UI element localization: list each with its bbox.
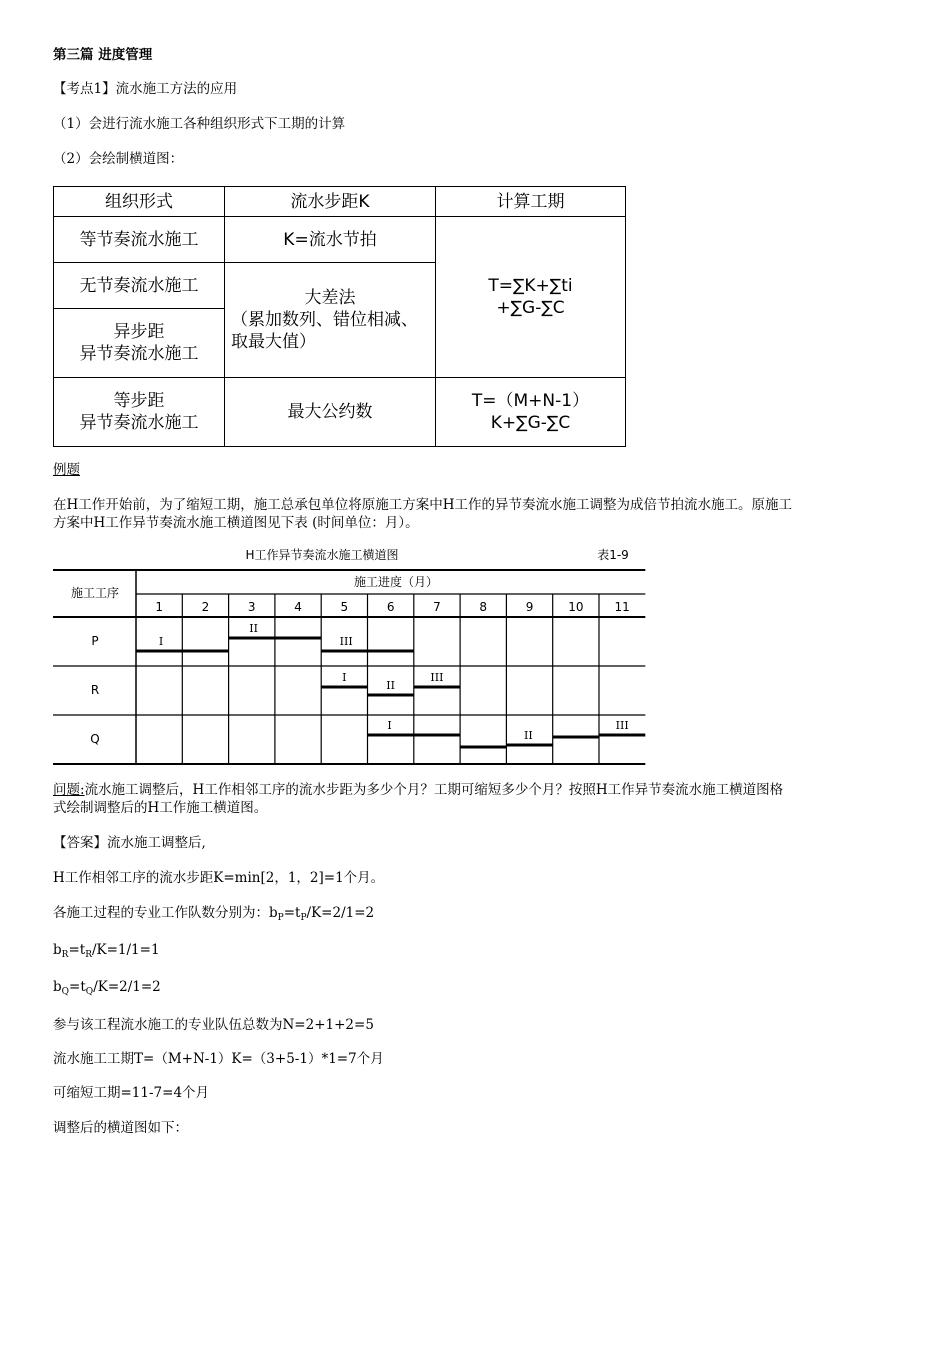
month-label: 8 — [479, 600, 488, 614]
question-text-1: 流水施工调整后，H工作相邻工序的流水步距为多少个月？工期可缩短多少个月？按照H工作异节奏流水施工横道图格 — [84, 782, 784, 798]
formula2-line1: T=（M+N-1） — [471, 391, 590, 411]
cell-k-equals-beat: K=流水节拍 — [225, 217, 436, 263]
gantt-bar-label: III — [339, 635, 353, 648]
month-label: 10 — [568, 600, 584, 614]
equal-step-line2: 异节奏流水施工 — [79, 413, 199, 433]
ans3-sub2: R — [85, 950, 92, 960]
cell-duration-formula-1 — [436, 217, 626, 378]
answer-heading: 【答案】流水施工调整后, — [53, 835, 206, 851]
requirement-1: （1）会进行流水施工各种组织形式下工期的计算 — [53, 116, 346, 132]
formula1-line1: T=∑K+∑ti — [488, 276, 573, 296]
equal-step-line1: 等步距 — [113, 391, 165, 411]
month-label: 7 — [433, 600, 441, 614]
answer-teams-p — [53, 904, 374, 927]
requirement-2: （2）会绘制横道图： — [53, 151, 184, 167]
question-line1 — [53, 781, 783, 799]
cell-gcd: 最大公约数 — [225, 378, 436, 447]
row-name: R — [90, 683, 100, 697]
ans4-sub1: Q — [61, 987, 70, 997]
ans2-pre: 各施工过程的专业工作队数分别为：b — [53, 905, 278, 921]
month-label: 2 — [201, 600, 210, 614]
diff-step-line2: 异节奏流水施工 — [79, 344, 199, 364]
gantt-bar-label: I — [342, 671, 347, 684]
ans2-sub1: P — [277, 913, 284, 923]
gantt-bar-label: I — [387, 719, 392, 732]
organization-form-table — [53, 186, 626, 447]
question-label: 问题: — [53, 782, 85, 798]
ans4-post: /K=2/1=2 — [93, 979, 161, 995]
month-label: 5 — [340, 600, 349, 614]
cell-diff-step — [54, 309, 225, 378]
row-name: Q — [90, 732, 100, 746]
big-diff-line3: 取最大值） — [231, 332, 316, 352]
big-diff-line1: 大差法 — [304, 288, 356, 308]
gantt-bar-label: II — [524, 729, 533, 742]
gantt-bar-label: III — [615, 719, 629, 732]
month-label: 4 — [294, 600, 302, 614]
col-group-header: 施工进度（月） — [353, 575, 439, 589]
cell-no-rhythm: 无节奏流水施工 — [54, 263, 225, 309]
gantt-bar-label: I — [158, 635, 164, 648]
answer-teams-q — [53, 978, 161, 1001]
section-heading: 第三篇 进度管理 — [53, 47, 153, 63]
answer-duration: 流水施工工期T=（M+N-1）K=（3+5-1）*1=7个月 — [53, 1051, 384, 1067]
header-duration: 计算工期 — [436, 187, 626, 217]
month-label: 6 — [386, 600, 395, 614]
ans2-mid: =t — [283, 905, 301, 921]
ans2-post: /K=2/1=2 — [306, 905, 375, 921]
answer-shortened: 可缩短工期=11-7=4个月 — [53, 1085, 210, 1101]
ans3-post: /K=1/1=1 — [91, 942, 160, 958]
month-label: 11 — [614, 600, 630, 614]
ans4-pre: b — [53, 979, 62, 995]
answer-teams-r — [53, 941, 160, 964]
gantt-chart — [53, 545, 655, 767]
chart-table-number: 表1-9 — [597, 548, 629, 562]
cell-big-difference — [225, 263, 436, 378]
ans2-sub2: P — [300, 913, 307, 923]
cell-equal-step — [54, 378, 225, 447]
ans4-mid: =t — [69, 979, 86, 995]
month-label: 9 — [525, 600, 534, 614]
row-header-label: 施工工序 — [70, 586, 120, 600]
answer-total-teams: 参与该工程流水施工的专业队伍总数为N=2+1+2=5 — [53, 1017, 374, 1033]
header-step: 流水步距K — [225, 187, 436, 217]
chart-bars — [136, 622, 645, 747]
answer-step: H工作相邻工序的流水步距K=min[2，1，2]=1个月。 — [53, 870, 385, 886]
ans3-mid: =t — [68, 942, 86, 958]
example-text-line2: 方案中H工作异节奏流水施工横道图见下表 (时间单位：月）。 — [53, 515, 419, 531]
row-names — [90, 634, 99, 746]
month-label: 1 — [155, 600, 163, 614]
gantt-bar-label: II — [386, 679, 396, 692]
cell-duration-formula-2 — [436, 378, 626, 447]
ans3-sub1: R — [61, 950, 69, 960]
month-labels — [155, 600, 629, 614]
kaodian-title: 【考点1】流水施工方法的应用 — [53, 81, 238, 97]
question-line2: 式绘制调整后的H工作施工横道图。 — [53, 800, 268, 816]
formula1-line2: +∑G-∑C — [496, 298, 565, 318]
ans3-pre: b — [53, 942, 62, 958]
gantt-bar-label: II — [249, 622, 258, 635]
chart-title: H工作异节奏流水施工横道图 — [245, 548, 399, 562]
row-name: P — [91, 634, 99, 648]
gantt-bar-label: III — [430, 671, 444, 684]
formula2-line2: K+∑G-∑C — [490, 413, 571, 433]
diff-step-line1: 异步距 — [113, 322, 165, 342]
cell-equal-rhythm: 等节奏流水施工 — [54, 217, 225, 263]
chart-grid — [53, 570, 645, 764]
answer-adjusted-chart: 调整后的横道图如下： — [53, 1120, 188, 1136]
ans4-sub2: Q — [85, 987, 94, 997]
header-org-form: 组织形式 — [54, 187, 225, 217]
example-text-line1: 在H工作开始前，为了缩短工期，施工总承包单位将原施工方案中H工作的异节奏流水施工调整为成倍节拍流水施工。原施工 — [53, 497, 793, 513]
big-diff-line2: （累加数列、错位相减、 — [231, 310, 418, 330]
example-label: 例题 — [53, 462, 80, 478]
month-label: 3 — [247, 600, 256, 614]
